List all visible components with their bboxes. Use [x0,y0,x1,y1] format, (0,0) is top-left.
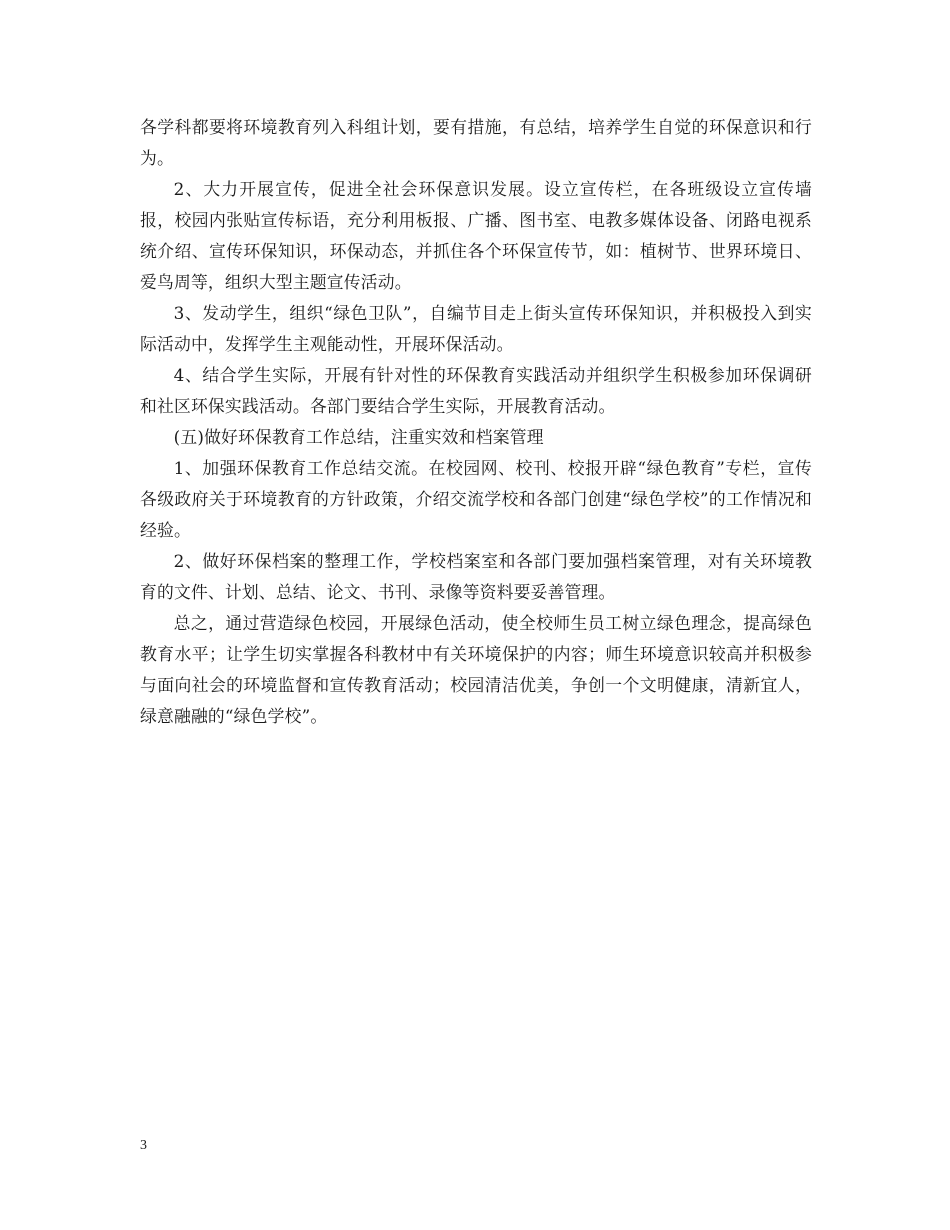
paragraph-item-1-summary: 1、加强环保教育工作总结交流。在校园网、校刊、校报开辟“绿色教育”专栏，宣传各级政府关于环境教育的方针政策，介绍交流学校和各部门创建“绿色学校”的工作情况和经验。 [140,458,812,540]
page-number: 3 [140,1138,147,1153]
paragraph-continuation: 各学科都要将环境教育列入科组计划，要有措施，有总结，培养学生自觉的环保意识和行为。 [140,117,812,168]
paragraph-item-3-students: 3、发动学生，组织“绿色卫队”，自编节目走上街头宣传环保知识，并积极投入到实际活动中，发挥学生主观能动性，开展环保活动。 [140,303,812,354]
paragraph-item-4-practice: 4、结合学生实际，开展有针对性的环保教育实践活动并组织学生积极参加环保调研和社区环保实践活动。各部门要结合学生实际，开展教育活动。 [140,365,812,416]
document-body [140,112,812,732]
section-heading-5: (五)做好环保教育工作总结，注重实效和档案管理 [173,427,544,447]
paragraph-item-2-archives: 2、做好环保档案的整理工作，学校档案室和各部门要加强档案管理，对有关环境教育的文件、计划、总结、论文、书刊、录像等资料要妥善管理。 [140,551,812,602]
paragraph-item-2-publicity: 2、大力开展宣传，促进全社会环保意识发展。设立宣传栏，在各班级设立宣传墙报，校园内张贴宣传标语，充分利用板报、广播、图书室、电教多媒体设备、闭路电视系统介绍、宣传环保知识，环保动态，并抓住各个环保宣传节，如：植树节、世界环境日、爱鸟周等，组织大型主题宣传活动。 [140,179,812,292]
paragraph-conclusion: 总之，通过营造绿色校园，开展绿色活动，使全校师生员工树立绿色理念，提高绿色教育水平；让学生切实掌握各科教材中有关环境保护的内容；师生环境意识较高并积极参与面向社会的环境监督和宣传教育活动；校园清洁优美，争创一个文明健康，清新宜人，绿意融融的“绿色学校”。 [140,613,812,726]
